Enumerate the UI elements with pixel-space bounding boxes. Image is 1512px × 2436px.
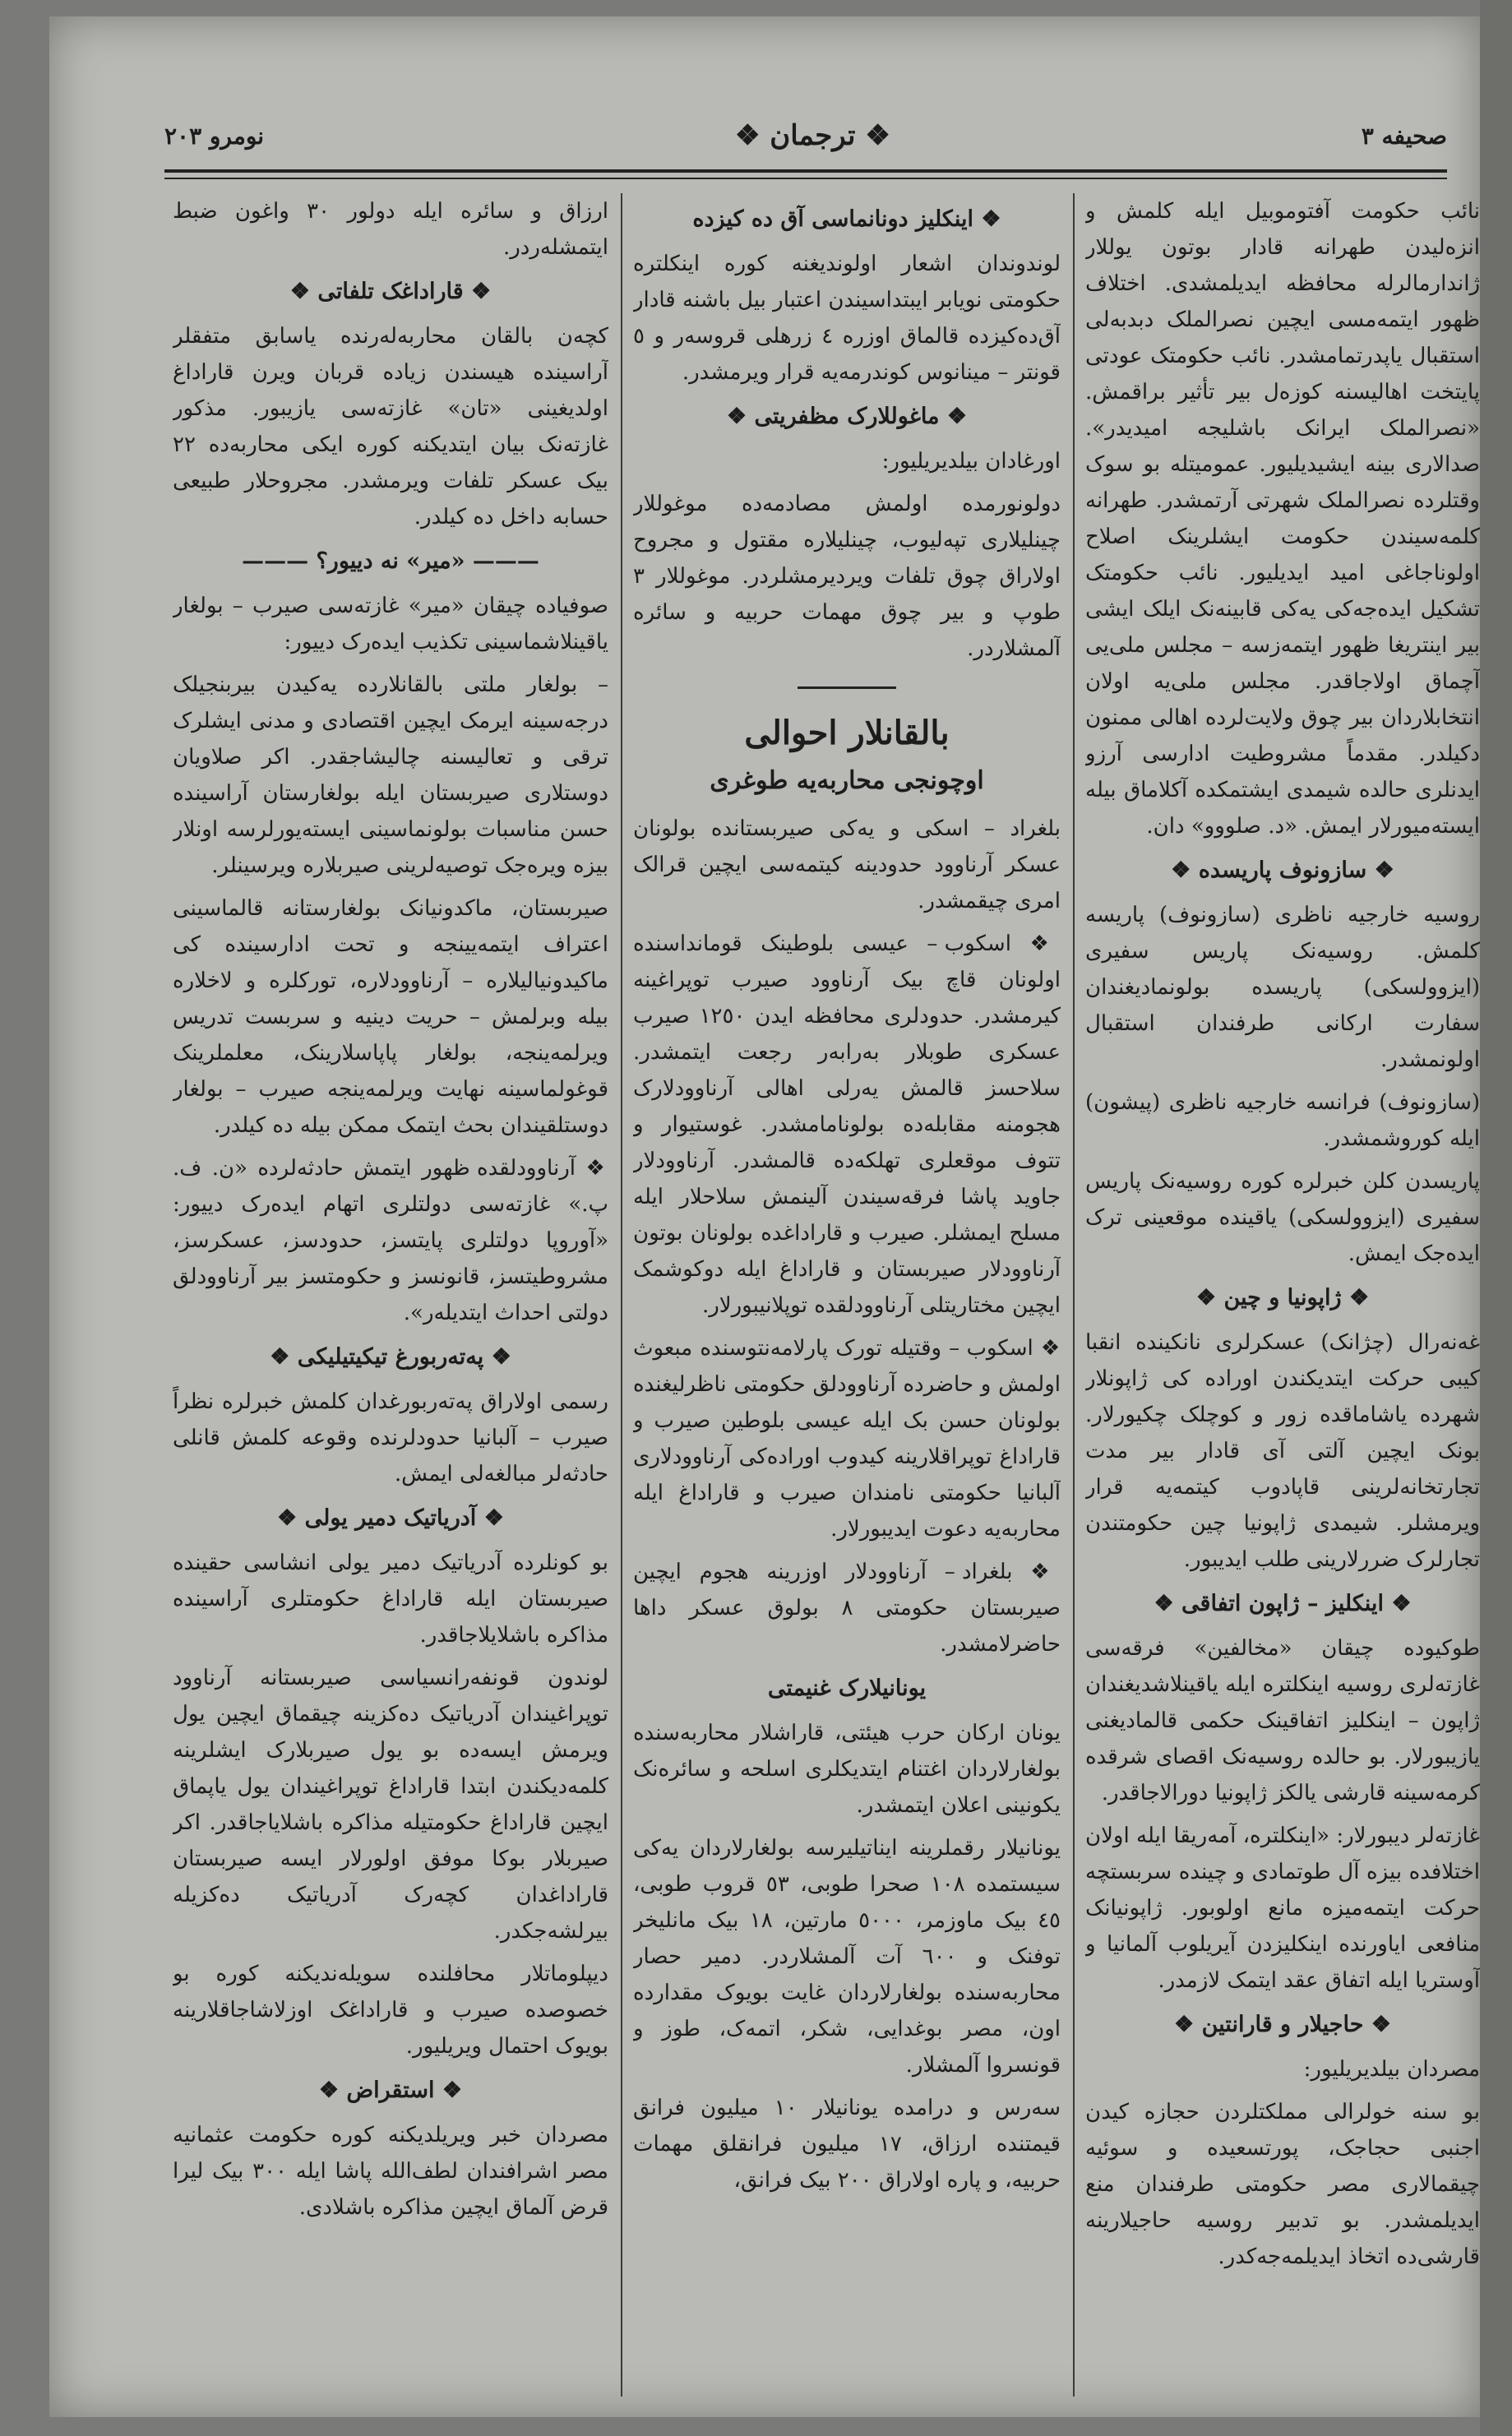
article-heading: ——— «میر» نه دییور؟ ———: [242, 548, 539, 574]
article-paragraph: رسمی اولاراق په‌ته‌ربورغدان کلمش خبرلره نظراً صیرب – آلبانیا حدودلرنده وقوعه کلمش قانلی حادثه‌لر مبالغه‌لی ایمش.: [173, 1389, 608, 1486]
article-paragraph: مصردان بیلدیریلیور:: [1303, 2057, 1480, 2082]
article-paragraph: (سازونوف) فرانسه خارجیه ناظری (پیشون) ایله کوروشمشدر.: [1085, 1090, 1480, 1151]
article-paragraph: ❖ بلغراد – آرناوودلار اوزرینه هجوم ایچین صیربستان حکومتی ٨ بولوق عسکر داها حاضرلامشدر.: [633, 1560, 1061, 1657]
issue-number: نومرو ٢٠٣: [164, 122, 265, 150]
article-paragraph: اورغادان بیلدیریلیور:: [881, 449, 1061, 474]
article-paragraph: بلغراد – اسکی و یه‌کی صیربستانده بولونان عسکر آرناوود حدودینه کیتمه‌سی ایچین قرالک امری چیقمشدر.: [633, 816, 1061, 913]
section-subtitle: اوچونجی محاربه‌یه طوغری: [710, 766, 984, 795]
column-left: [173, 193, 608, 2397]
article-heading: ❖ ماغوللارک مظفریتی ❖: [726, 404, 968, 429]
article-paragraph: لوندوندان اشعار اولوندیغنه کوره اینکلتره حکومتی نویابر ایبتداسیندن اعتبار بیل باشنه قادار آق‌ده‌کیزده قالماق اوزره ٤ زرهلی قروسه‌ر و ٥ قونتر – مینانوس کوندرمه‌یه قرار ویرمشدر.: [633, 252, 1061, 385]
article-heading: یونانیلارک غنیمتی: [767, 1676, 927, 1701]
article-paragraph: پاریسدن کلن خبرلره کوره روسیه‌نک پاریس سفیری (ایزوولسکی) یاقینده موقعینی ترک ایده‌جک ایمش.: [1085, 1169, 1480, 1266]
article-paragraph: لوندون قونفه‌رانسیاسی صیربستانه آرناوود توپراغیندان آدریاتیک ده‌کزینه چیقماق ایچین یول ویرمش ایسه‌ده بو یول صیربلارک ایشلرینه کلمه‌دیکندن ابتدا قاراداغ توپراغیندان یول یاپماق ایچین قاراداغ حکومتیله مذاکره باشلایاجاقدر. اکر صیربلار بوکا موفق اولورلار ایسه صیربستان قاراداغدان کچه‌رک آدریاتیک ده‌کزیله بیرلشه‌جکدر.: [173, 1666, 608, 1944]
article-paragraph: دولونورمده اولمش مصادمه‌ده موغوللار چینلیلاری تپه‌لیوب، چینلیلاره مقتول و مجروح اولاراق چوق تلفات ویردیرمشلردر. موغوللار ٣ طوپ و بیر چوق مهمات حربیه و سائره آلمشلاردر.: [633, 492, 1061, 661]
article-paragraph: بو سنه خولرالی مملکتلردن حجازه کیدن اجنبی حجاجک، پورتسعیده و سوئیه چیقمالاری مصر حکومتی طرفندان منع ایدیلمشدر. بو تدبیر روسیه حاجیلارینه قارشی‌ده اتخاذ ایدیلمه‌جه‌کدر.: [1085, 2100, 1480, 2269]
article-paragraph: ❖ آرناوودلقده ظهور ایتمش حادثه‌لرده «ن. ف. پ.» غازته‌سی دولتلری اتهام ایده‌رک دییور: «آوروپا دولتلری پایتسز، حدودسز، عسکرسز، مشروطیتسز، قانونسز و حکومتسز بیر آرناوودلق دولتی احداث ایتدیله‌ر».: [173, 1156, 608, 1325]
article-heading: ❖ په‌ته‌ربورغ تیکیتیلیکی ❖: [270, 1344, 511, 1370]
article-paragraph: طوکیوده چیقان «مخالفین» فرقه‌سی غازته‌لری روسیه اینکلتره ایله یاقینلاشدیغندان ژاپون – اینکلیز اتفاقینک حکمی قالمادیغنی یازیبورلار. بو حالده روسیه‌نک اقصای شرقده کرمه‌سینه قارشی یالکز ژاپونیا دورالاجاقدر.: [1085, 1636, 1480, 1805]
header-rule-thin: [164, 178, 1447, 179]
article-paragraph: صوفیاده چیقان «میر» غازته‌سی صیرب – بولغار یاقینلاشماسینی تکذیب ایده‌رک دییور:: [173, 594, 608, 654]
newspaper-title: ❖ ترجمان ❖: [734, 119, 890, 152]
page-header: [164, 107, 1447, 164]
article-heading: ❖ آدریاتیک دمیر یولی ❖: [277, 1505, 504, 1531]
article-paragraph: سه‌رس و درامده یونانیلار ١٠ میلیون فرانق قیمتنده ارزاق، ١٧ میلیون فرانقلق مهمات حربیه، و پاره اولاراق ٢٠٠ بیک فرانق،: [633, 2096, 1061, 2193]
article-paragraph: روسیه خارجیه ناظری (سازونوف) پاریسه کلمش. روسیه‌نک پاریس سفیری (ایزوولسکی) پاریسده بولونمادیغندان سفارت ارکانی طرفندان استقبال اولونمشدر.: [1085, 903, 1480, 1072]
article-heading: ❖ اینکلیز – ژاپون اتفاقی ❖: [1154, 1591, 1412, 1616]
article-paragraph: – بولغار ملتی بالقانلارده یه‌کیدن بیربنجیلک درجه‌سینه ایرمک ایچین اقتصادی و مدنی ایشلرک ترقی و تعالیسنه چالیشاجقدر. اکر صلاویان دوستلاری صیربستان ایله بولغارستان آراسینده حسن مناسبات بولونماسینی ایسته‌یورلرسه اونلار بیزه ویره‌جک توصیه‌لرینی صیربلاره ویرسینلر.: [173, 673, 608, 878]
article-paragraph: مصردان خبر ویریلدیکنه کوره حکومت عثمانیه مصر اشرافندان لطف‌الله پاشا ایله ٣٠٠ بیک لیرا قرض آلماق ایچین مذاکره باشلادی.: [173, 2123, 608, 2220]
article-heading: ❖ ژاپونیا و چین ❖: [1195, 1285, 1370, 1310]
article-paragraph: بو کونلرده آدریاتیک دمیر یولی انشاسی حقینده صیربستان ایله قاراداغ حکومتلری آراسینده مذاکره باشلایلاجاقدر.: [173, 1551, 608, 1648]
article-paragraph: یونان ارکان حرب هیئتی، قاراشلار محاربه‌سنده بولغارلاردان اغتنام ایتدیکلری اسلحه و سائره‌نک یکونینی اعلان ایتمشدر.: [633, 1721, 1061, 1818]
newspaper-page: [49, 16, 1480, 2417]
page-number: صحیفه ٣: [1361, 122, 1447, 150]
header-rule: [164, 169, 1447, 173]
article-paragraph: ❖ اسکوب – وقتیله تورک پارلامه‌نتوسنده مبعوث اولمش و حاضرده آرناوودلق حکومتی ناظرلیغنده بولونان حسن بک ایله عیسی بلوطین صیرب و قاراداغ توپراقلارینه کیدوب اوراده‌کی آرناوودلاری آلبانیا حکومتی نامندان صیرب و قاراداغ ایله محاربه‌یه دعوت ایدیبورلار.: [633, 1336, 1061, 1542]
article-paragraph: ❖ اسکوب – عیسی بلوطینک قوماندا‌سنده اولونان قاچ بیک آرناوود صیرب توپراغینه کیرمشدر. حدودلری محافظه ایدن ١٢٥٠ صیرب عسکری طوبلار به‌رابه‌ر رجعت ایتمشدر. سلاحسز قالمش یه‌رلی اهالی آرناوودلارک هجومنه مقابله‌ده بولونامامشدر. غوستیوار و تتوف موقعلری تهلکه‌ده قالمشدر. آرناوودلار جاوید پاشا فرقه‌سیندن آلینمش سلاحلار ایله مسلح ایمشلر. صیرب و قاراداغده بولونان بوتون آرناوودلار صیربستان و قاراداغ ایله دوکوشمک ایچین مختاریتلی آرناوودلقده توپلانیبورلار.: [633, 931, 1061, 1318]
article-heading: ❖ حاجیلار و قارانتین ❖: [1174, 2012, 1391, 2037]
column-divider: [1073, 193, 1075, 2397]
article-heading: ❖ سازونوف پاریسده ❖: [1171, 857, 1394, 883]
section-title: بالقانلار احوالی: [744, 714, 950, 752]
article-heading: ❖ اینکلیز دونانماسی آق ده کیزده: [692, 206, 1001, 232]
article-heading: ❖ استقراض ❖: [318, 2078, 463, 2103]
article-paragraph: کچه‌ن بالقان محاربه‌له‌رنده یاسابق متفقلر آراسینده هیسندن زیاده قربان ویرن قاراداغ اولدیغینی «تان» غازته‌سی یازیبور. مذکور غازته‌نک بیان ایتدیکنه کوره ایکی محاربه‌ده ٢٢ بیک عسکر تلفات ویرمشدر. مجروحلار طبیعی حسابه داخل ده کیلدر.: [173, 324, 608, 529]
article-paragraph: غازته‌لر دیبورلار: «اینکلتره، آمه‌ریقا ایله اولان اختلافده بیزه آل طوتمادی و چینده سربستچه حرکت ایتمه‌میزه مانع اولوبور. ژاپونیانک منافعی ایاورنده اینکلیزدن آیریلوب آلمانیا و آوستریا ایله اتفاق عقد ایتمک لازمدر.: [1085, 1824, 1480, 1993]
section-separator: [798, 686, 896, 689]
article-heading: ❖ قاراداغک تلفاتی ❖: [289, 279, 492, 304]
column-divider: [621, 193, 622, 2397]
article-paragraph: ارزاق و سائره ایله دولور ٣٠ واغون ضبط ایتمشله‌ردر.: [173, 199, 608, 260]
article-paragraph: یونانیلار رقملرینه ایناتیلیرسه بولغارلاردان یه‌کی سیستمده ١٠٨ صحرا طوبی، ٥٣ قروب طوبی، ٤٥ بیک ماوزمر، ٥٠٠٠ مارتین، ١٨ بیک مانلیخر توفنک و ٦٠٠ آت آلمشلاردر. دمیر حصار محاربه‌سنده بولغارلاردان غایت بویوک مقدارده اون، مصر بوغدایی، شکر، اتمه‌ک، طوز و قونسروا آلمشلار.: [633, 1836, 1061, 2078]
article-paragraph: غه‌نه‌رال (چژانک) عسکرلری نانکینده انقبا کیبی حرکت ایتدیکندن اوراده کی ژاپونلار شهرده یاشاماقده زور و کوچلک چکیورلار. بونک ایچین آلتی آی قادار بیر مدت تجارتخانه‌لرینی قاپادوب کیتمه‌یه قرار ویرمشلر. شیمدی ژاپونیا چین حکومتندن تجارلرک ضررلارینی طلب ایدیبور.: [1085, 1330, 1480, 1572]
column-right: [1085, 193, 1480, 2397]
article-paragraph: دیپلوماتلار محافلنده سویله‌ندیکنه کوره بو خصوصده صیرب و قاراداغک اوزلاشاجاقلارینه بویوک احتمال ویریلیور.: [173, 1962, 608, 2059]
article-paragraph: نائب حکومت آفتوموبیل ایله کلمش و انزه‌لیدن طهرانه قادار بوتون یوللار ژاندارمالرله محافظه ایدیلمشدی. اختلاف ظهور ایتمه‌مسی ایچین نصرالملک دبدبه‌لی استقبال یاپدرتمامشدر. نائب حکومتک عودتی پایتخت اهالیسنه کوزه‌ل بیر تأثیر براقمش. «نصرالملک ایرانک باشلیجه امیدیدر». صدالاری بینه ایشیدیلیور. عمومیتله بو سوک وقتلرده نصرالملک شهرتی آرتمشدر. طهرانه کلمه‌سیندن حکومت ایشلرینک اصلاح اولوناجاغی امید ایدیلیور. نائب حکومتک تشکیل ایده‌جه‌کی یه‌کی قابینه‌نک ایلک ایشی بیر اینتریغا ظهور ایتمه‌زسه – مجلس ملی‌یی آچماق اولاجاقدر. مجلس ملی‌یه اولان انتخابلاردان بیر چوق ولایت‌لرده اهالی ممنون دکیلدر. مقدماً مشروطیت ادارسی آرزو ایدنلری حالده شیمدی ایشتمکده آکلاماق بیله ایسته‌میورلار ایمش. «د. صلووو» دان.: [1085, 199, 1480, 839]
book-spine: [1480, 0, 1512, 2436]
article-paragraph: صیربستان، ماکدونیانک بولغارستانه قالماسینی اعتراف ایتمه‌یینجه و تحت ادارسینده کی ماکیدونیالیلاره – آرناوودلاره، تورکلره و لاخلاره بیله وبرلمش – حریت دینیه و سربست تدریس ویرلمه‌ینجه، بولغار پاپاسلارینک، معلملرینک قوغولماسینه نهایت ویرلمه‌ینجه صیرب – بولغار دوستلقیندان بحث ایتمک ممکن بیله ده کیلدر.: [173, 896, 608, 1138]
column-middle: [633, 193, 1061, 2397]
